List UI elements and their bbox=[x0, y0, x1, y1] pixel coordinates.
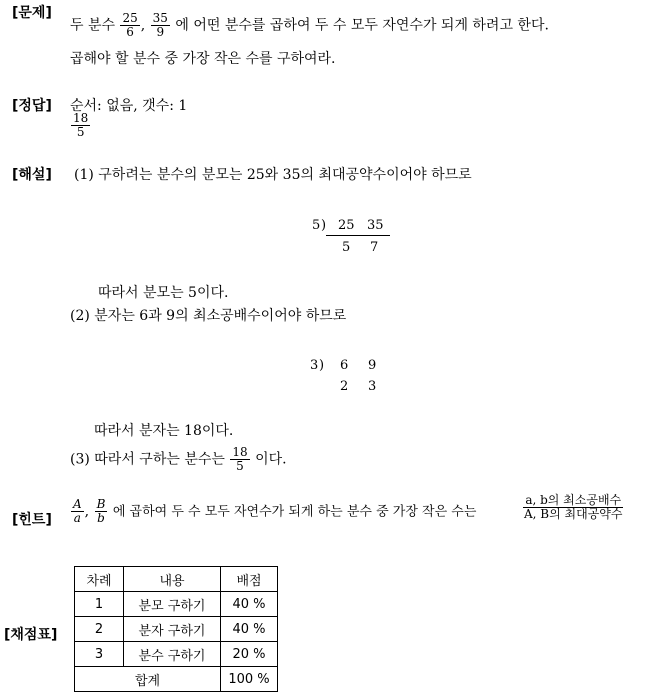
explanation-tag: [해설] bbox=[12, 167, 52, 183]
hint-tag: [힌트] bbox=[12, 512, 52, 528]
answer-meta: 순서: 없음, 갯수: 1 bbox=[70, 98, 188, 114]
header-content: 내용 bbox=[124, 567, 221, 592]
answer-fraction: $\frac{18}{5}$ bbox=[73, 111, 89, 139]
total-points: 100 % bbox=[221, 667, 278, 692]
header-points: 배점 bbox=[221, 567, 278, 592]
explanation-step-1: (1) 구하려는 분수의 분모는 25와 35의 최대공약수이어야 하므로 bbox=[74, 167, 472, 183]
table-header-row bbox=[75, 567, 278, 592]
problem-tag: [문제] bbox=[12, 5, 52, 21]
explanation-step-3: (3) 따라서 구하는 분수는 $\frac{18}{5}$ 이다. bbox=[70, 445, 287, 473]
hint-line: $\frac{A}{a}$ , $\frac{B}{b}$ 에 곱하여 두 수 모두 자연수가 되게 하는 분수 중 가장 작은 수는 bbox=[73, 497, 477, 525]
table-total-row bbox=[75, 667, 278, 692]
table-row: 3 분수 구하기 20 % bbox=[75, 642, 278, 667]
table-row: 1 분모 구하기 40 % bbox=[75, 592, 278, 617]
fraction-35-9: $\frac{35}{9}$ bbox=[152, 11, 168, 39]
hint-result-fraction: $\frac{\text{a, b의 최소공배수}}{\text{A, B의 최대공약수}}$ bbox=[524, 493, 623, 521]
total-label: 합계 bbox=[75, 667, 221, 692]
scoring-tag: [채점표] bbox=[4, 627, 58, 643]
explanation-step-2-result: 따라서 분자는 18이다. bbox=[94, 423, 234, 439]
table-row: 2 분자 구하기 40 % bbox=[75, 617, 278, 642]
explanation-step-1-result: 따라서 분모는 5이다. bbox=[98, 285, 229, 301]
explanation-step-2: (2) 분자는 6과 9의 최소공배수이어야 하므로 bbox=[70, 308, 347, 324]
fraction-25-6: $\frac{25}{6}$ bbox=[122, 11, 138, 39]
answer-tag: [정답] bbox=[12, 98, 52, 114]
header-no: 차례 bbox=[75, 567, 124, 592]
problem-line-1: 두 분수 $\frac{25}{6}$ , $\frac{35}{9}$ 에 어떤 분수를 곱하여 두 수 모두 자연수가 되게 하려고 한다. bbox=[70, 11, 549, 39]
scoring-table bbox=[74, 566, 278, 692]
problem-line-2: 곱해야 할 분수 중 가장 작은 수를 구하여라. bbox=[70, 51, 336, 67]
